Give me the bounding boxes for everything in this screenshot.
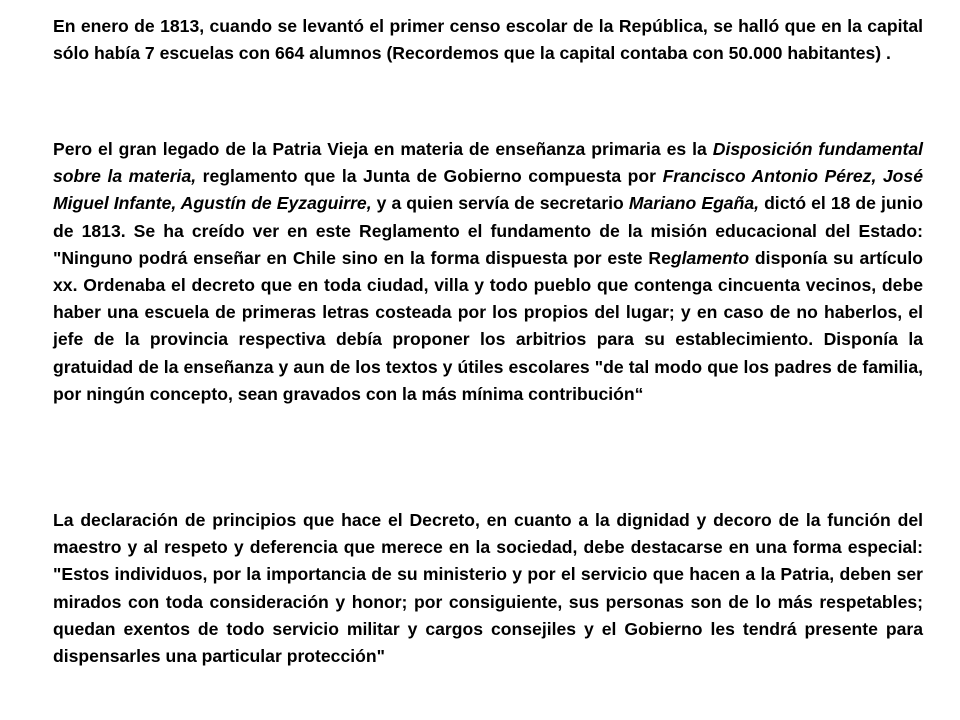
legacy-text-2: reglamento que la Junta de Gobierno compuesta por — [196, 166, 663, 187]
paragraph-legacy — [53, 136, 923, 408]
legacy-italic-reglamento: glamento — [670, 247, 750, 268]
paragraph-census — [53, 13, 923, 67]
legacy-text-4: dictó el 18 de junio de 1813. Se ha creído ver en este Reglamento el fundamento de la misión educacional del Estado: "Ninguno podrá enseñar en Chile sino en la forma dispuesta por este Re — [53, 193, 924, 268]
legacy-italic-junta-members: Francisco Antonio Pérez, José Miguel Infante, Agustín de Eyzaguirre, — [53, 166, 923, 214]
paragraph-declaration-text: La declaración de principios que hace el Decreto, en cuanto a la dignidad y decoro de la función del maestro y al respeto y deferencia que merece en la sociedad, debe destacarse en una forma especial: "Estos individuos, por la importancia de su ministerio y por el servicio que hacen a la Patria, deben ser mirados con toda consideración y honor; por consiguiente, sus personas son de lo más respetables; quedan exentos de todo servicio militar y cargos consejiles y el Gobierno les tendrá presente para dispensarles una particular protección" — [53, 510, 923, 667]
legacy-italic-title: Disposición fundamental sobre la materia, — [53, 139, 923, 187]
legacy-text-3: y a quien servía de secretario — [371, 193, 629, 214]
paragraph-declaration — [53, 507, 923, 670]
legacy-italic-secretary: Mariano Egaña, — [628, 193, 760, 214]
legacy-text-1: Pero el gran legado de la Patria Vieja en materia de enseñanza primaria es la — [53, 139, 713, 159]
paragraph-census-text: En enero de 1813, cuando se levantó el primer censo escolar de la República, se halló que en la capital sólo había 7 escuelas con 664 alumnos (Recordemos que la capital contaba con 50.000 habitantes) . — [53, 16, 923, 64]
legacy-text-5: disponía su artículo xx. Ordenaba el decreto que en toda ciudad, villa y todo pueblo que contenga cincuenta vecinos, debe haber una escuela de primeras letras costeada por los propios del lugar; y en caso de no haberlos, el jefe de la provincia respectiva debía proponer los arbitrios para su establecimiento. Disponía la gratuidad de la enseñanza y aun de los textos y útiles escolares "de tal modo que los padres de familia, por ningún concepto, sean gravados con la más mínima contribución“ — [53, 247, 923, 404]
